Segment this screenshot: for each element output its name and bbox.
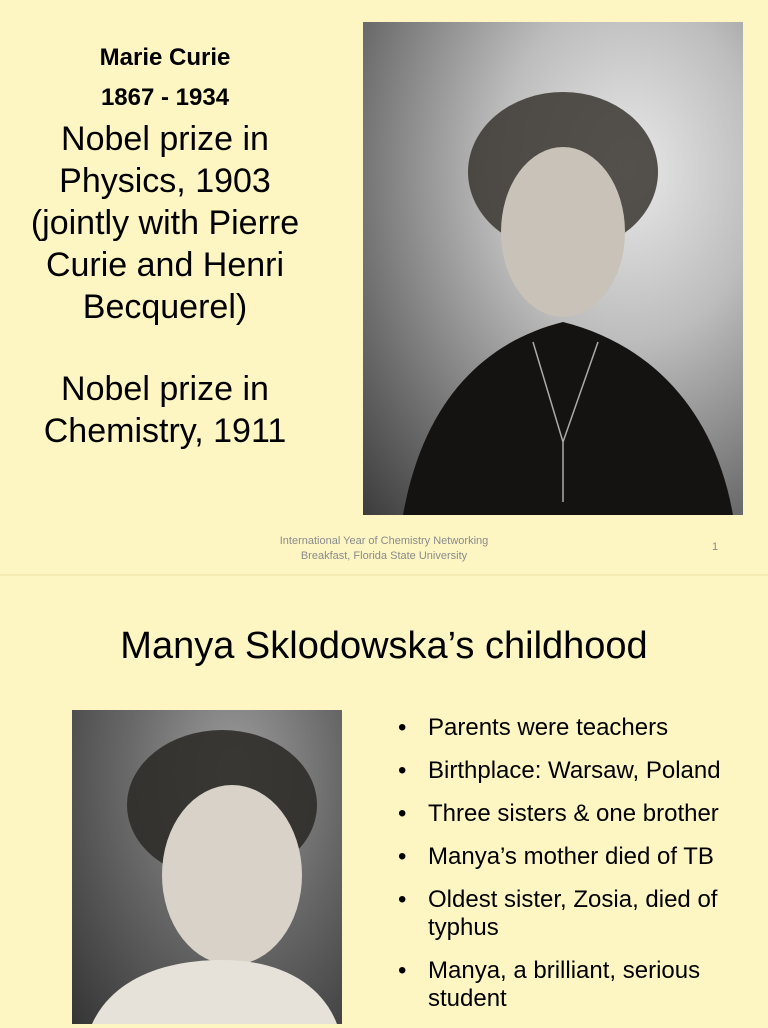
page-number: 1: [712, 541, 719, 553]
slide-heading: Manya Sklodowska’s childhood: [120, 625, 648, 667]
list-item: • Manya’s mother died of TB: [392, 843, 768, 871]
joint-line3: Becquerel): [82, 288, 248, 326]
portrait-photo: [363, 22, 743, 515]
profile-silhouette: [72, 710, 342, 1024]
footer-line1: International Year of Chemistry Networking: [279, 535, 489, 547]
title-block: [0, 38, 330, 452]
joint-line1: (jointly with Pierre: [30, 204, 300, 242]
list-item: • Parents were teachers: [392, 714, 768, 742]
portrait-silhouette: [363, 22, 743, 515]
list-item: • Birthplace: Warsaw, Poland: [392, 757, 768, 785]
chemistry-prize-line1: Nobel prize in: [61, 370, 269, 408]
person-name: Marie Curie: [99, 44, 231, 71]
physics-prize-line2: Physics, 1903: [59, 162, 271, 200]
list-item: • Manya, a brilliant, serious student: [392, 957, 768, 1013]
footer-line2: Breakfast, Florida State University: [300, 550, 468, 562]
list-item: • Three sisters & one brother: [392, 800, 768, 828]
slide-footer: [234, 534, 534, 564]
profile-photo: [72, 710, 342, 1024]
life-dates: 1867 - 1934: [100, 84, 230, 111]
slide-2: [0, 576, 768, 1024]
bullet-list: [392, 714, 768, 1028]
chemistry-prize-line2: Chemistry, 1911: [43, 412, 287, 450]
list-item: • Oldest sister, Zosia, died of typhus: [392, 886, 768, 942]
joint-line2: Curie and Henri: [45, 246, 285, 284]
physics-prize-line1: Nobel prize in: [61, 120, 269, 158]
